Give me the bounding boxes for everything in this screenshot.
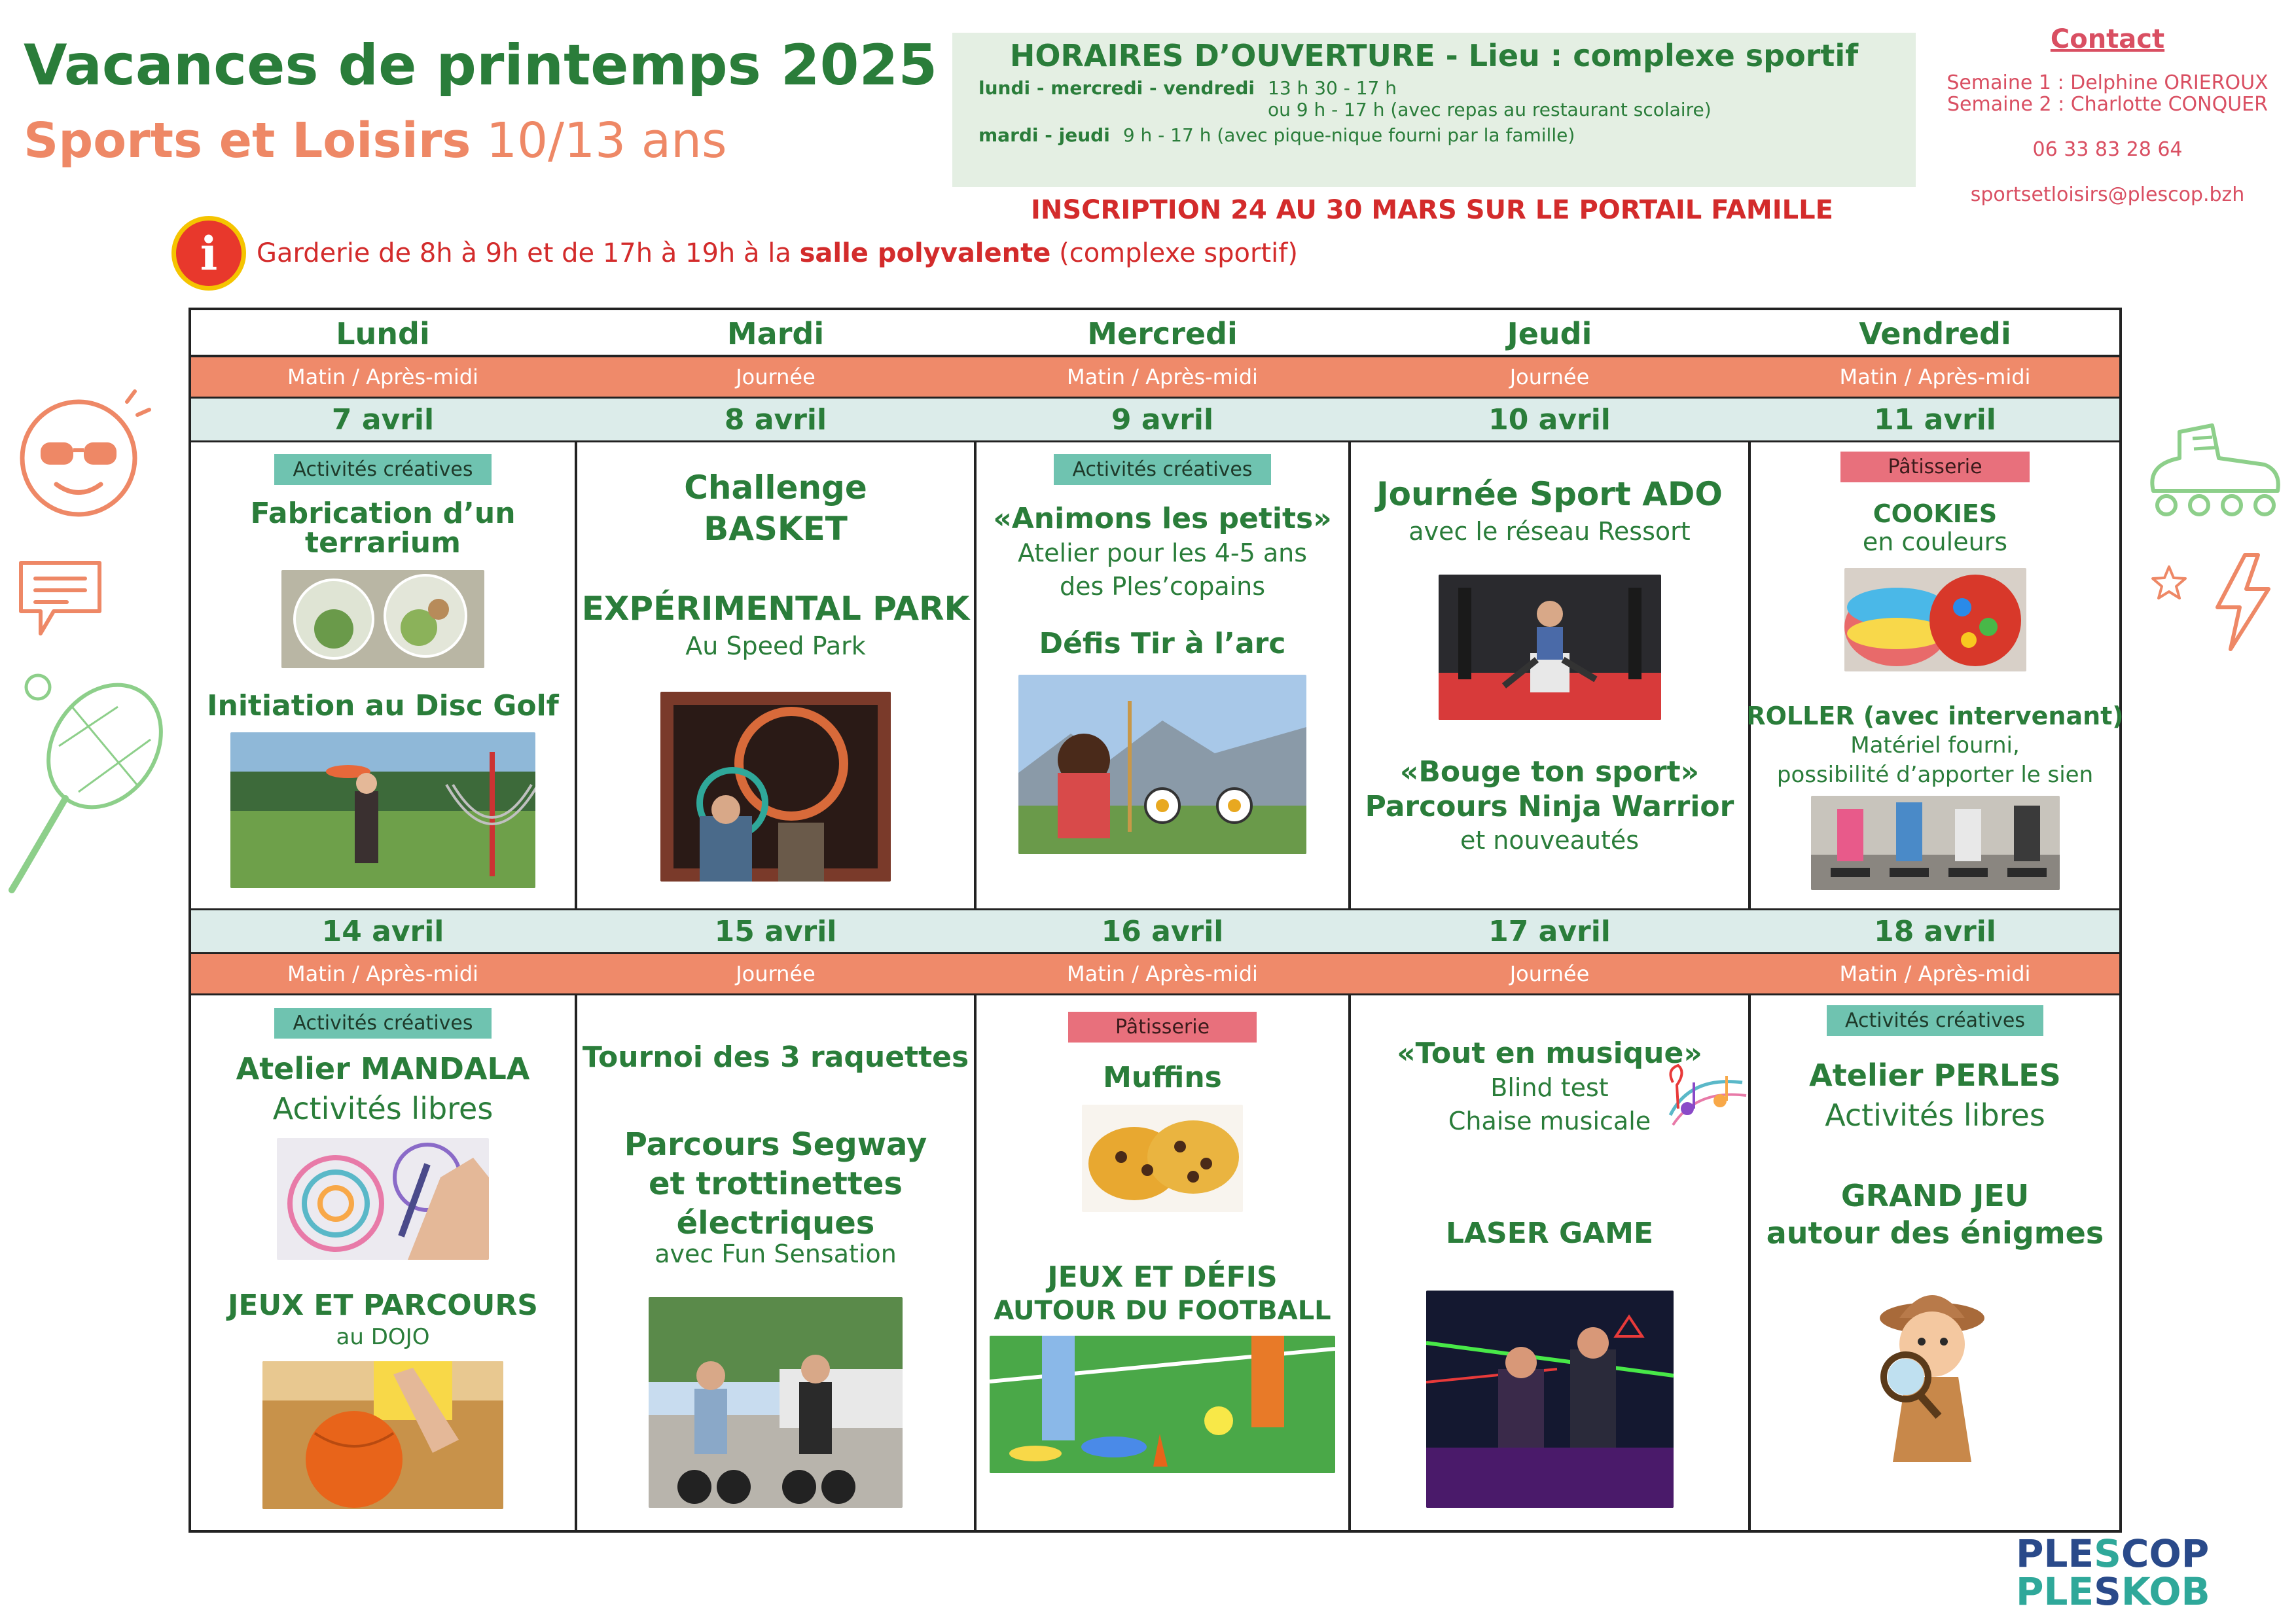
opening-hours-box	[952, 33, 1916, 187]
activity-subtitle: avec Fun Sensation	[655, 1239, 897, 1268]
star-icon	[2149, 563, 2189, 602]
activity-title: JEUX ET PARCOURS	[228, 1288, 538, 1322]
speech-bubble-icon	[14, 556, 106, 641]
activity-title: «Bouge ton sport»	[1399, 755, 1700, 789]
date-label: 9 avril	[1111, 402, 1214, 437]
time-slot-label: Matin / Après-midi	[1067, 365, 1258, 389]
day-name: Jeudi	[1507, 316, 1592, 351]
logo-bottom-right: KOB	[2121, 1569, 2210, 1614]
subtitle-age: 10/13 ans	[486, 113, 727, 169]
activity-subtitle-line-2: Chaise musicale	[1448, 1107, 1651, 1136]
dojo-ball-photo	[262, 1361, 503, 1509]
hours-row-1-line-2: ou 9 h - 17 h (avec repas au restaurant scolaire)	[1268, 99, 1712, 120]
date-label: 10 avril	[1488, 402, 1611, 437]
mandala-photo	[277, 1138, 489, 1260]
lightning-icon	[2206, 550, 2278, 654]
plescop-logo: PLESCOP PLESKOB	[2016, 1531, 2210, 1614]
time-slot-label: Matin / Après-midi	[287, 365, 478, 389]
activity-title: LASER GAME	[1445, 1217, 1654, 1251]
activity-cell-15-avril	[577, 1041, 974, 1517]
day-name: Mardi	[726, 316, 825, 351]
activity-subtitle: au DOJO	[336, 1324, 430, 1351]
time-slot-label: Matin / Après-midi	[287, 961, 478, 986]
cookies-photo	[1844, 568, 2026, 671]
hours-row-2-line-1: 9 h - 17 h (avec pique-nique fourni par la famille)	[1122, 124, 1575, 146]
activity-cell-14-avril	[191, 1008, 575, 1518]
activity-title: Initiation au Disc Golf	[207, 688, 559, 722]
activity-cell-18-avril	[1751, 1005, 2119, 1478]
activity-subtitle: Activités libres	[1825, 1097, 2045, 1133]
activity-title: Muffins	[1103, 1061, 1222, 1094]
tennis-racket-icon	[0, 668, 170, 903]
activity-title: Challenge	[684, 469, 867, 507]
activity-subtitle: Matériel fourni,	[1850, 732, 2020, 759]
time-slot-label: Journée	[1509, 365, 1590, 389]
hours-row-1	[978, 77, 1890, 120]
activity-schedule	[188, 308, 2122, 1533]
category-tag: Activités créatives	[1827, 1005, 2043, 1036]
roller-skate-icon	[2134, 419, 2291, 524]
detective-illustration	[1867, 1279, 2004, 1469]
activity-title: GRAND JEU	[1840, 1177, 2030, 1213]
hours-row-1-days: lundi - mercredi - vendredi	[978, 77, 1255, 99]
contact-title: Contact	[2050, 24, 2165, 54]
activity-title: EXPÉRIMENTAL PARK	[581, 590, 970, 628]
category-tag: Activités créatives	[1054, 454, 1270, 485]
garderie-text-end: (complexe sportif)	[1050, 238, 1298, 268]
archery-photo	[1018, 675, 1306, 854]
music-notes-icon	[1664, 1063, 1749, 1135]
activity-title-line-3: électriques	[676, 1204, 875, 1241]
activity-title: JEUX ET DÉFIS	[1047, 1260, 1278, 1294]
activity-subtitle-line-2: des Ples’copains	[1059, 572, 1266, 601]
activity-title-line-2: autour des énigmes	[1766, 1215, 2104, 1251]
page-subtitle	[24, 113, 727, 169]
time-slot-label: Matin / Après-midi	[1839, 961, 2031, 986]
activity-title: ROLLER (avec intervenant)	[1746, 701, 2124, 730]
category-tag: Activités créatives	[274, 454, 491, 485]
date-label: 15 avril	[714, 914, 837, 948]
activity-subtitle: Blind test	[1490, 1073, 1609, 1102]
disc-golf-photo	[230, 732, 535, 888]
hours-row-2-days: mardi - jeudi	[978, 124, 1110, 146]
date-label: 7 avril	[331, 402, 435, 437]
category-tag: Pâtisserie	[1068, 1012, 1257, 1043]
time-slot-label: Journée	[736, 961, 816, 986]
hours-row-2	[978, 124, 1890, 146]
laser-game-photo	[1426, 1291, 1674, 1508]
sunglasses-emoji-icon	[16, 380, 153, 524]
roller-photo	[1811, 796, 2060, 890]
time-slot-label: Matin / Après-midi	[1839, 365, 2031, 389]
activity-title-line-2: terrarium	[305, 526, 461, 560]
date-label: 8 avril	[724, 402, 827, 437]
contact-email[interactable]: sportsetloisirs@plescop.bzh	[1970, 183, 2245, 206]
activity-title: «Tout en musique»	[1397, 1037, 1702, 1070]
activity-title-line-2: AUTOUR DU FOOTBALL	[994, 1295, 1331, 1326]
activity-subtitle: et nouveautés	[1460, 826, 1640, 855]
garderie-text-start: Garderie de 8h à 9h et de 17h à 19h à la	[257, 238, 800, 268]
muffins-photo	[1082, 1105, 1243, 1212]
activity-cell-11-avril	[1746, 452, 2124, 899]
activity-subtitle: en couleurs	[1862, 527, 2008, 556]
day-name: Lundi	[336, 316, 430, 351]
page-title: Vacances de printemps 2025	[24, 33, 938, 98]
segway-photo	[649, 1297, 903, 1508]
activity-title: Tournoi des 3 raquettes	[582, 1041, 969, 1074]
activity-cell-9-avril	[977, 454, 1348, 863]
activity-subtitle: Au Speed Park	[685, 631, 866, 660]
activity-title: COOKIES	[1873, 499, 1998, 528]
category-tag: Activités créatives	[274, 1008, 491, 1039]
activity-title: Parcours Segway	[624, 1126, 927, 1163]
activity-cell-10-avril	[1351, 474, 1748, 858]
contact-week-2: Semaine 2 : Charlotte CONQUER	[1947, 93, 2268, 116]
activity-title: Journée Sport ADO	[1376, 475, 1723, 513]
activity-title-line-2: Parcours Ninja Warrior	[1365, 789, 1734, 823]
contact-phone[interactable]: 06 33 83 28 64	[2032, 138, 2183, 161]
day-name: Vendredi	[1859, 316, 2011, 351]
date-label: 14 avril	[321, 914, 444, 948]
day-name: Mercredi	[1087, 316, 1238, 351]
speed-park-photo	[660, 692, 891, 882]
inscription-notice: INSCRIPTION 24 AU 30 MARS SUR LE PORTAIL FAMILLE	[1031, 195, 1833, 225]
subtitle-program: Sports et Loisirs	[24, 113, 471, 169]
logo-bottom-left: PLE	[2016, 1569, 2094, 1614]
time-slot-label: Matin / Après-midi	[1067, 961, 1258, 986]
opening-hours-title: HORAIRES D’OUVERTURE - Lieu : complexe sportif	[1009, 38, 1859, 73]
date-label: 18 avril	[1874, 914, 1996, 948]
activity-title: Atelier MANDALA	[236, 1051, 530, 1086]
garderie-notice	[257, 238, 1298, 268]
date-label: 11 avril	[1874, 402, 1996, 437]
info-icon: i	[171, 216, 246, 291]
terrarium-photo	[281, 570, 484, 668]
activity-subtitle: Activités libres	[272, 1090, 493, 1126]
category-tag: Pâtisserie	[1840, 452, 2029, 482]
activity-subtitle-line-2: possibilité d’apporter le sien	[1776, 761, 2094, 788]
time-slot-label: Journée	[1509, 961, 1590, 986]
activity-subtitle: Atelier pour les 4-5 ans	[1017, 538, 1308, 567]
logo-top-left: PLE	[2016, 1531, 2094, 1576]
activity-title: Fabrication d’un	[250, 497, 516, 530]
hours-row-1-line-1: 13 h 30 - 17 h	[1268, 77, 1397, 99]
activity-title: Défis Tir à l’arc	[1039, 627, 1286, 661]
activity-title: «Animons les petits»	[993, 502, 1332, 535]
garderie-place: salle polyvalente	[799, 238, 1051, 268]
contact-week-1: Semaine 1 : Delphine ORIEROUX	[1946, 71, 2269, 94]
activity-cell-8-avril	[577, 467, 974, 891]
time-slot-label: Journée	[736, 365, 816, 389]
logo-top-right: COP	[2121, 1531, 2210, 1576]
date-label: 16 avril	[1101, 914, 1224, 948]
activity-cell-16-avril	[977, 1012, 1348, 1482]
football-photo	[990, 1336, 1335, 1473]
date-label: 17 avril	[1488, 914, 1611, 948]
ninja-course-photo	[1439, 575, 1661, 720]
activity-title: Atelier PERLES	[1809, 1058, 2061, 1093]
contact-block	[1937, 25, 2278, 205]
activity-title-line-2: et trottinettes	[649, 1165, 903, 1202]
activity-title-line-2: BASKET	[704, 509, 848, 548]
activity-subtitle: avec le réseau Ressort	[1408, 516, 1691, 546]
activity-cell-7-avril	[191, 454, 575, 897]
